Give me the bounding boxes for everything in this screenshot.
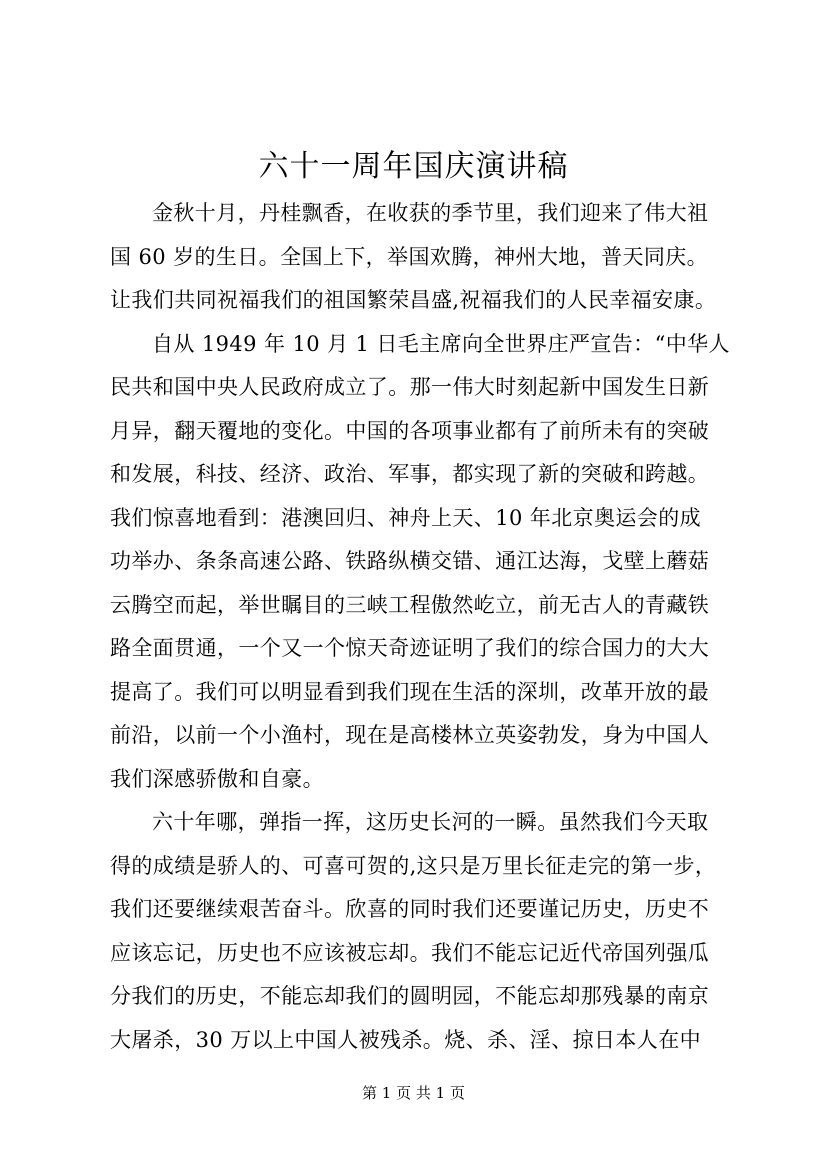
paragraph-line: 应该忘记，历史也不应该被忘却。我们不能忘记近代帝国列强瓜 <box>110 940 710 965</box>
paragraph-line: 六十年哪，弹指一挥，这历史长河的一瞬。虽然我们今天取 <box>152 810 709 834</box>
paragraph-line: 我们还要继续艰苦奋斗。欣喜的同时我们还要谨记历史，历史不 <box>110 897 710 921</box>
paragraph-line: 自从 1949 年 10 月 1 日毛主席向全世界庄严宣告：“中华人 <box>152 331 730 356</box>
paragraph-line: 让我们共同祝福我们的祖国繁荣昌盛,祝福我们的人民幸福安康。 <box>110 288 717 312</box>
paragraph-line: 民共和国中央人民政府成立了。那一伟大时刻起新中国发生日新 <box>110 375 710 399</box>
paragraph-line: 金秋十月，丹桂飘香，在收获的季节里，我们迎来了伟大祖 <box>152 201 709 225</box>
paragraph-line: 国 60 岁的生日。全国上下，举国欢腾，神州大地，普天同庆。 <box>110 244 709 269</box>
document-title: 六十一周年国庆演讲稿 <box>258 149 569 184</box>
paragraph-line: 云腾空而起，举世瞩目的三峡工程傲然屹立，前无古人的青藏铁 <box>110 592 710 617</box>
paragraph-line: 月异，翻天覆地的变化。中国的各项事业都有了前所未有的突破 <box>110 418 710 443</box>
paragraph-line: 和发展，科技、经济、政治、军事，都实现了新的突破和跨越。 <box>110 462 710 486</box>
paragraph-line: 前沿，以前一个小渔村，现在是高楼林立英姿勃发，身为中国人 <box>110 723 710 747</box>
paragraph-line: 分我们的历史，不能忘却我们的圆明园，不能忘却那残暴的南京 <box>110 984 710 1008</box>
paragraph-line: 得的成绩是骄人的、可喜可贺的,这只是万里长征走完的第一步， <box>110 853 717 878</box>
paragraph-line: 提高了。我们可以明显看到我们现在生活的深圳，改革开放的最 <box>110 679 710 704</box>
paragraph-line: 我们深感骄傲和自豪。 <box>110 766 324 791</box>
page-footer: 第 1 页 共 1 页 <box>362 1084 465 1102</box>
document-body <box>110 192 740 1062</box>
paragraph-line: 功举办、条条高速公路、铁路纵横交错、通江达海，戈壁上蘑菇 <box>110 549 710 573</box>
paragraph-line: 大屠杀，30 万以上中国人被残杀。烧、杀、淫、掠日本人在中 <box>110 1027 701 1052</box>
paragraph-line: 我们惊喜地看到：港澳回归、神舟上天、10 年北京奥运会的成 <box>110 505 701 530</box>
paragraph-line: 路全面贯通，一个又一个惊天奇迹证明了我们的综合国力的大大 <box>110 636 710 660</box>
